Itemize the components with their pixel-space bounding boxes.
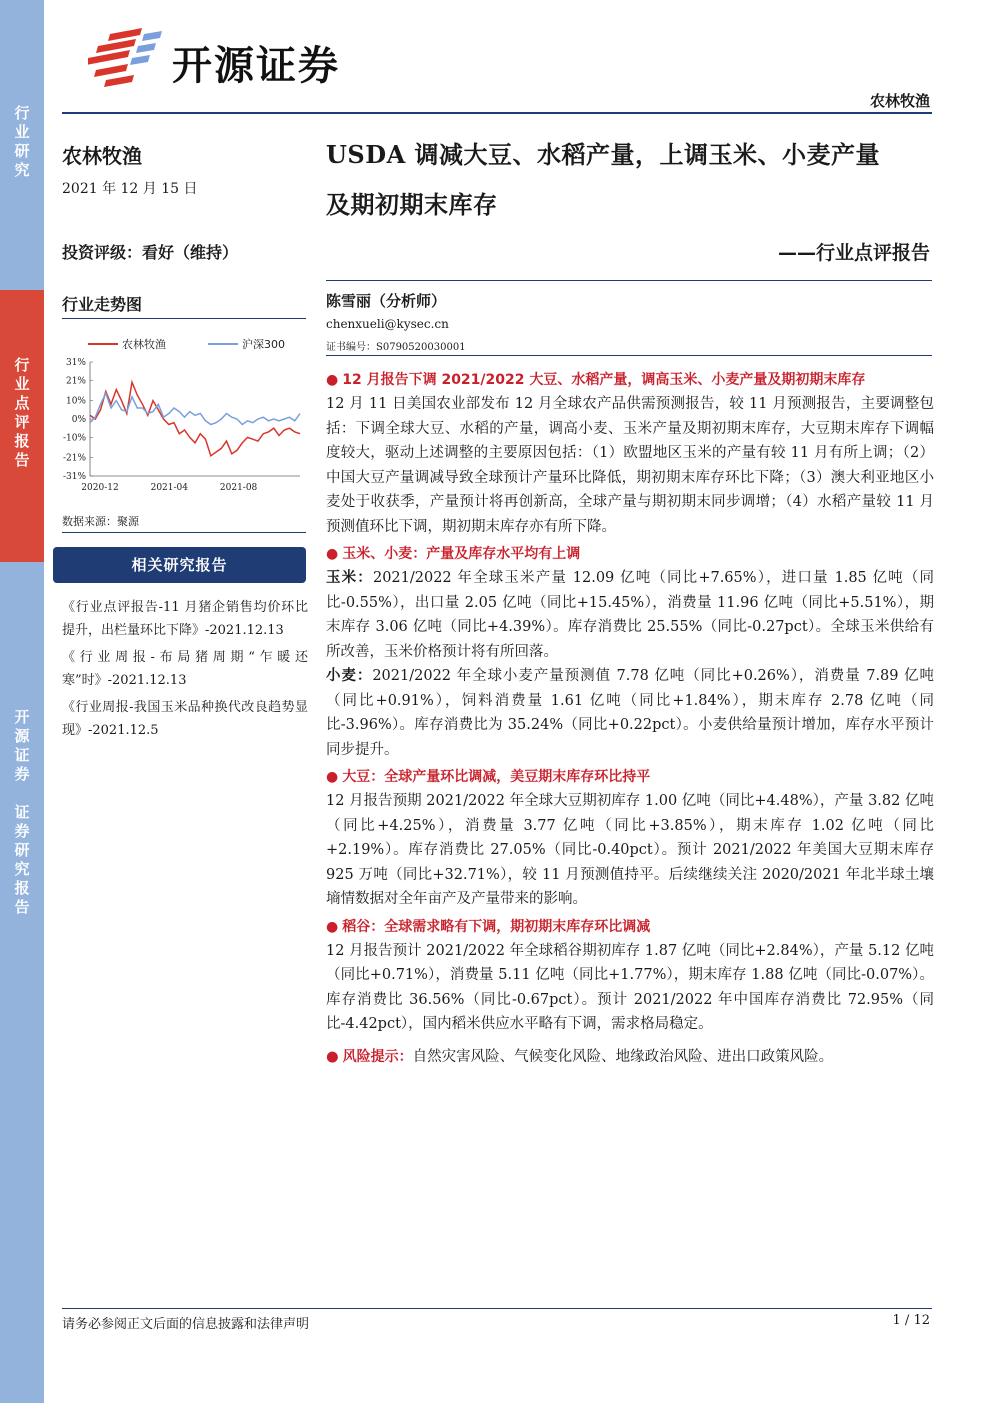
risk-label: 风险提示： [342,1048,413,1065]
section-paragraph-corn [326,566,934,664]
y-tick-label: 0% [71,415,86,425]
investment-rating: 投资评级：看好（维持） [62,243,239,262]
footer-disclaimer: 请务必参阅正文后面的信息披露和法律声明 [62,1317,310,1332]
bullet-icon: ● [326,918,339,935]
x-tick-label: 2021-08 [219,483,258,493]
bullet-icon: ● [326,1048,339,1065]
section-paragraph-wheat [326,664,934,762]
risk-paragraph [326,1045,934,1070]
related-report-link[interactable]: 《行业点评报告-11 月猪企销售均价环比提升，出栏量环比下降》-2021.12.13 [62,600,308,638]
section-heading: ● 大豆：全球产量环比调减，美豆期末库存环比持平 [326,769,651,785]
section-paragraph: 12 月 11 日美国农业部发布 12 月全球农产品供需预测报告，较 11 月预测报告，主要调整包括：下调全球大豆、水稻的产量，调高小麦、玉米产量及期初期末库存，大豆期末库存下调幅度较大，驱动上述调整的主要原因包括：（1）欧盟地区玉米的产量有较 11 月有所上调；（2）中国大豆产量调减导致全球预计产量环比降低，期初期末库存环比下降；（3）澳大利亚地区小麦处于收获季，产量预计将再创新高，全球产量与期初期末同步调增；（4）水稻产量较 11 月预测值环比下调，期初期末库存亦有所下降。 [326,396,934,535]
footer-divider [62,1308,932,1309]
industry-trend-chart [58,330,308,500]
report-body [326,365,934,1069]
section-paragraph: 12 月报告预计 2021/2022 年全球稻谷期初库存 1.87 亿吨（同比+2.84%），产量 5.12 亿吨（同比+0.71%），消费量 5.11 亿吨（同比+1.77%），期末库存 1.88 亿吨（同比-0.07%）。库存消费比 36.56%（同比-0.67pct）。预计 2021/2022 年中国库存消费比 72.95%（同比-4.42pct），国内稻米供应水平略有下调，需求格局稳定。 [326,942,934,1032]
report-title [326,130,932,230]
legend-label: 农林牧渔 [122,338,166,351]
side-label-char [0,784,44,803]
bullet-icon: ● [326,372,339,388]
series-line [90,382,300,456]
brand-logo-icon [88,28,164,88]
section-heading: ● 稻谷：全球需求略有下调，期初期末库存环比调减 [326,918,651,935]
chart-source: 数据来源：聚源 [62,515,139,528]
x-tick-label: 2021-04 [150,483,189,493]
y-tick-label: -31% [62,472,86,482]
report-title-line1: USDA 调减大豆、水稻产量，上调玉米、小麦产量 [326,140,881,169]
section-heading: ● 12 月报告下调 2021/2022 大豆、水稻产量，调高玉米、小麦产量及期初期末库存 [326,372,866,388]
side-label-char: 点 [14,394,30,412]
side-label-report-type [0,356,44,470]
y-tick-label: 10% [65,396,86,407]
section-heading: ● 玉米、小麦：产量及库存水平均有上调 [326,546,581,562]
related-report-link[interactable]: 《行业周报-布局猪周期“乍暖还寒”时》-2021.12.13 [62,650,308,688]
side-label-char: 业 [14,375,30,393]
brand-name: 开源证券 [172,43,340,89]
side-label-char: 行 [14,356,30,374]
industry-name: 农林牧渔 [62,144,142,168]
side-label-industry-research [0,104,44,180]
analyst-divider [326,355,932,356]
side-label-char: 评 [14,413,30,431]
chart-source-divider [62,532,306,533]
trend-chart-title: 行业走势图 [62,295,143,314]
side-label-char: 业 [14,123,30,141]
side-label-char: 证 [14,803,30,821]
analyst-email[interactable]: chenxueli@kysec.cn [326,317,449,331]
side-label-char: 行 [14,104,30,122]
title-divider [326,280,932,281]
report-date: 2021 年 12 月 15 日 [62,181,198,197]
series-line [90,393,300,424]
side-label-char: 券 [14,822,30,840]
y-tick-label: 21% [65,376,86,387]
side-label-char: 开 [14,708,30,726]
side-label-brand [0,708,44,917]
bullet-icon: ● [326,546,339,562]
trend-chart-svg [58,330,308,500]
side-label-char: 报 [14,432,30,450]
y-tick-label: -10% [62,433,86,444]
side-label-char: 源 [14,727,30,745]
side-label-char: 究 [14,161,30,179]
side-label-char: 证 [14,746,30,764]
corn-text: 2021/2022 年全球玉米产量 12.09 亿吨（同比+7.65%），进口量 1.85 亿吨（同比-0.55%），出口量 2.05 亿吨（同比+15.45%），消费量 11.96 亿吨（同比+5.51%），期末库存 3.06 亿吨（同比+4.39%）。库存消费比 25.55%（同比-0.27pct）。全球玉米供给有所改善，玉米价格预计将有所回落。 [326,570,934,660]
side-label-char: 究 [14,860,30,878]
header-divider [62,112,932,114]
x-tick-label: 2020-12 [81,483,119,493]
side-label-char: 研 [14,142,30,160]
risk-text: 自然灾害风险、气候变化风险、地缘政治风险、进出口政策风险。 [412,1048,834,1065]
wheat-label: 小麦： [326,667,373,684]
page-number: 1 / 12 [892,1313,930,1328]
y-tick-label: 31% [65,358,86,368]
brand-logo [88,28,388,88]
wheat-text: 2021/2022 年全球小麦产量预测值 7.78 亿吨（同比+0.26%），消费量 7.89 亿吨（同比+0.91%），饲料消费量 1.61 亿吨（同比+1.84%），期末库存 2.78 亿吨（同比-3.96%）。库存消费比为 35.24%（同比+0.22pct）。小麦供给量预计增加，库存水平预计同步提升。 [326,668,935,758]
report-title-line2: 及期初期末库存 [326,190,498,219]
side-label-char: 告 [14,451,30,469]
y-tick-label: -21% [62,453,86,464]
related-report-link[interactable]: 《行业周报-我国玉米品种换代改良趋势显现》-2021.12.5 [62,700,308,738]
related-reports-header: 相关研究报告 [53,547,306,583]
side-strip [0,0,44,1403]
side-label-char: 报 [14,879,30,897]
trend-divider [62,318,306,319]
side-label-char: 告 [14,898,30,916]
analyst-certificate: 证书编号：S0790520030001 [326,342,466,353]
side-label-char: 研 [14,841,30,859]
corn-label: 玉米： [326,569,373,586]
header-category: 农林牧渔 [869,92,930,110]
related-reports-list [62,596,308,746]
analyst-name: 陈雪丽（分析师） [326,292,447,310]
legend-label: 沪深300 [242,338,285,351]
section-paragraph: 12 月报告预期 2021/2022 年全球大豆期初库存 1.00 亿吨（同比+4.48%），产量 3.82 亿吨（同比+4.25%），消费量 3.77 亿吨（同比+3.85%），期末库存 1.02 亿吨（同比+2.19%）。库存消费比 27.05%（同比-0.40pct）。预计 2021/2022 年美国大豆期末库存 925 万吨（同比+32.71%），较 11 月预测值持平。后续继续关注 2020/2021 年北半球土壤墒情数据对全年亩产及产量带来的影响。 [326,793,934,907]
side-label-char: 券 [14,765,30,783]
report-subtitle: ——行业点评报告 [777,242,930,264]
bullet-icon: ● [326,769,339,785]
